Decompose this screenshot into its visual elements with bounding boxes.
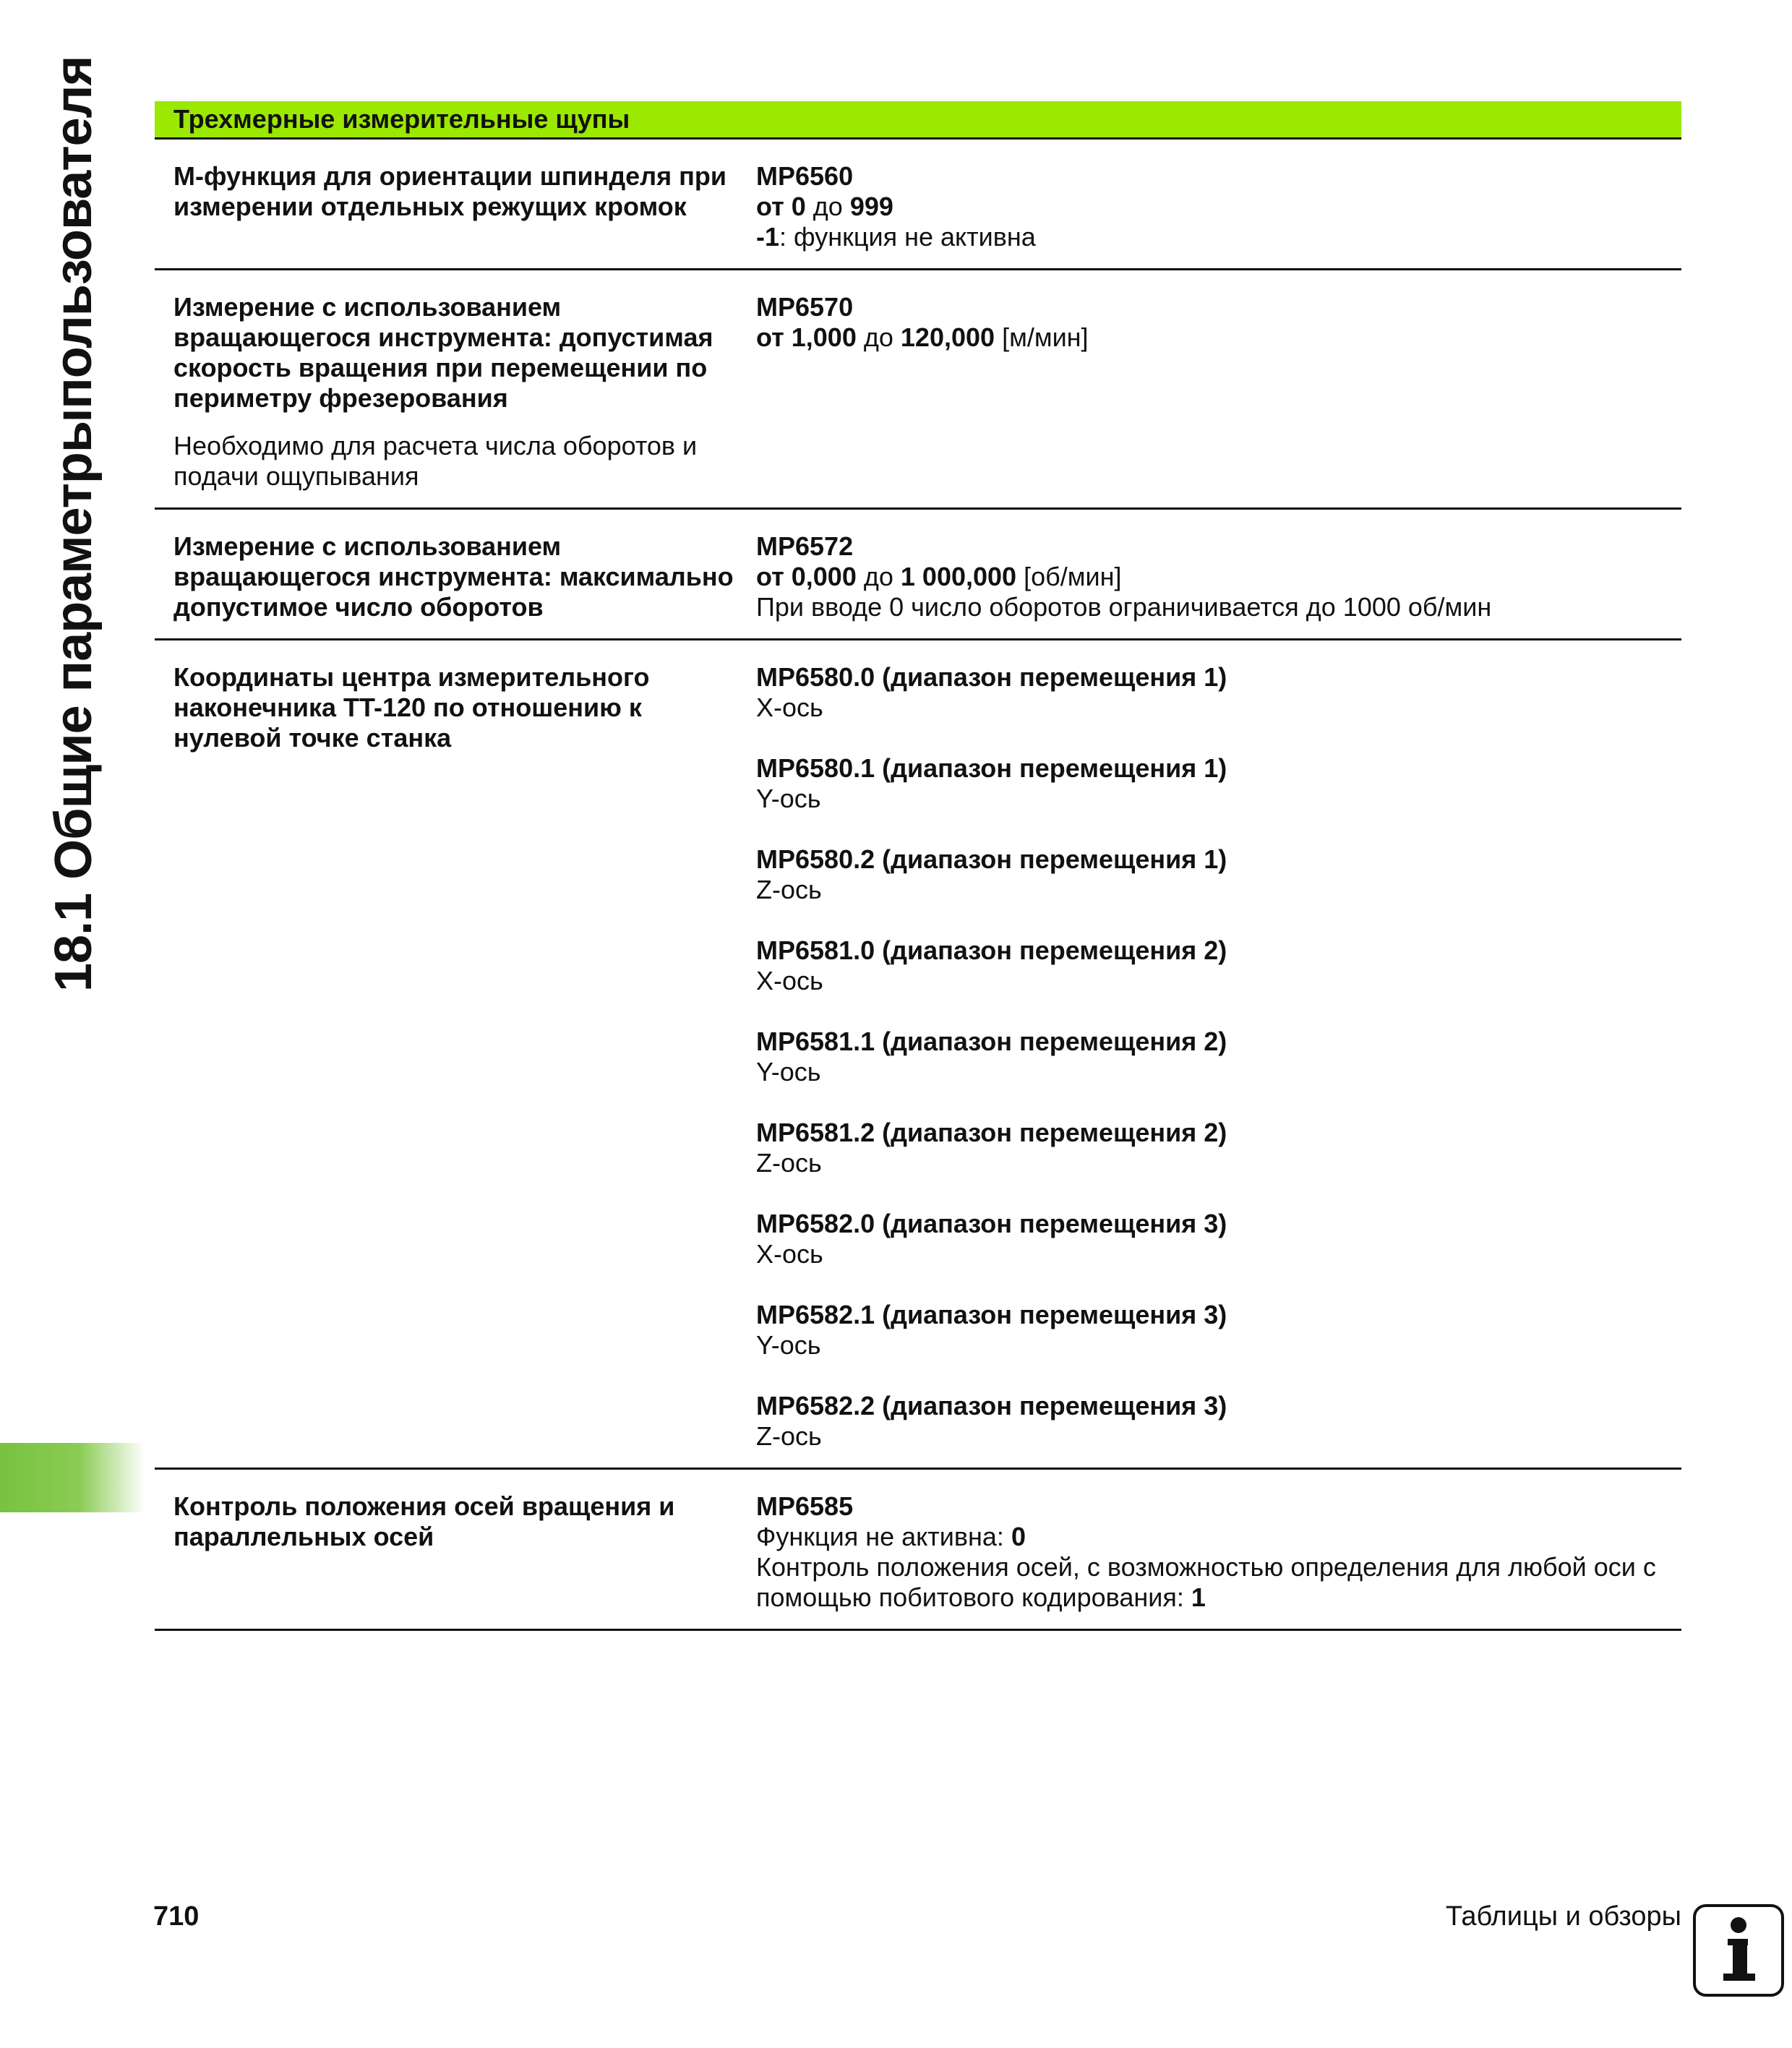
param-group [756, 662, 1681, 723]
param-axis: X-ось [756, 693, 823, 722]
row-value [756, 531, 1681, 622]
param-id: MP6582.2 (диапазон перемещения 3) [756, 1391, 1227, 1421]
param-range [756, 192, 1681, 222]
range-from: 0,000 [791, 562, 857, 591]
param-group [756, 844, 1681, 905]
param-range [756, 322, 1681, 353]
chapter-tab-marker [0, 1443, 145, 1512]
row-value [756, 161, 1681, 252]
param-range [756, 562, 1681, 592]
param-line-text: Контроль положения осей, с возможностью определения для любой оси с помощью побитового кодирования: [756, 1552, 1656, 1612]
range-from-word: от [756, 562, 784, 591]
row-label: Измерение с использованием вращающегося инструмента: максимально допустимое число оборотов [173, 531, 734, 622]
param-id: MP6582.0 (диапазон перемещения 3) [756, 1209, 1227, 1238]
off-text: : функция не активна [779, 222, 1036, 252]
info-glyph [1696, 1907, 1781, 1994]
range-unit: [м/мин] [1002, 322, 1089, 352]
range-to-word: до [863, 322, 893, 352]
row-description [155, 531, 756, 622]
row-value [756, 662, 1681, 1452]
range-from-word: от [756, 192, 784, 221]
range-to: 1 000,000 [900, 562, 1017, 591]
param-axis: Z-ось [756, 875, 822, 904]
param-group [756, 1209, 1681, 1269]
table-row [155, 640, 1681, 1470]
param-axis: Y-ось [756, 1330, 821, 1360]
table-row [155, 270, 1681, 510]
param-line [756, 1552, 1681, 1613]
param-axis: X-ось [756, 1239, 823, 1269]
param-group [756, 1118, 1681, 1178]
param-axis: Z-ось [756, 1148, 822, 1178]
param-id: MP6570 [756, 292, 854, 322]
row-note: Необходимо для расчета числа оборотов и подачи ощупывания [173, 431, 698, 491]
table-row [155, 140, 1681, 270]
param-id: MP6581.0 (диапазон перемещения 2) [756, 935, 1227, 965]
param-id: MP6581.2 (диапазон перемещения 2) [756, 1118, 1227, 1147]
range-to-word: до [813, 192, 843, 221]
param-group [756, 1391, 1681, 1452]
parameter-table [155, 101, 1681, 1631]
param-id: MP6581.1 (диапазон перемещения 2) [756, 1027, 1227, 1056]
table-row [155, 510, 1681, 640]
page-number: 710 [153, 1901, 200, 1932]
param-id: MP6585 [756, 1491, 854, 1521]
row-value [756, 292, 1681, 492]
range-from: 0 [791, 192, 806, 221]
param-axis: Z-ось [756, 1421, 822, 1451]
param-id: MP6580.2 (диапазон перемещения 1) [756, 844, 1227, 874]
param-group [756, 935, 1681, 996]
row-label: Контроль положения осей вращения и параллельных осей [173, 1491, 675, 1551]
param-line-value: 0 [1011, 1522, 1026, 1551]
param-off-value [756, 222, 1681, 252]
param-group [756, 1300, 1681, 1361]
param-id: MP6572 [756, 531, 854, 561]
range-to: 120,000 [900, 322, 995, 352]
param-line-text: Функция не активна: [756, 1522, 1011, 1551]
param-axis: Y-ось [756, 784, 821, 813]
row-label: Координаты центра измерительного наконечника TT-120 по отношению к нулевой точке станка [173, 662, 650, 753]
info-icon [1693, 1904, 1784, 1997]
range-to: 999 [849, 192, 893, 221]
param-axis: Y-ось [756, 1057, 821, 1087]
off-value: -1 [756, 222, 780, 252]
range-from: 1,000 [791, 322, 857, 352]
row-description [155, 161, 756, 252]
param-axis: X-ось [756, 966, 823, 995]
range-unit: [об/мин] [1024, 562, 1122, 591]
row-description [155, 292, 756, 492]
range-to-word: до [863, 562, 893, 591]
range-from-word: от [756, 322, 784, 352]
chapter-side-title: 18.1 Общие параметрыпользователя [45, 56, 103, 992]
param-note: При вводе 0 число оборотов ограничивается до 1000 об/мин [756, 592, 1492, 622]
param-id: MP6580.0 (диапазон перемещения 1) [756, 662, 1227, 692]
footer-section-title: Таблицы и обзоры [1445, 1901, 1681, 1932]
param-id: MP6560 [756, 161, 854, 191]
param-group [756, 1027, 1681, 1087]
param-group [756, 753, 1681, 814]
row-description [155, 662, 756, 1452]
row-value [756, 1491, 1681, 1613]
row-label: Измерение с использованием вращающегося инструмента: допустимая скорость вращения при перемещении по периметру фрезерования [173, 292, 713, 413]
param-line-value: 1 [1191, 1582, 1206, 1612]
param-line [756, 1522, 1681, 1552]
param-id: MP6580.1 (диапазон перемещения 1) [756, 753, 1227, 783]
row-label: М-функция для ориентации шпинделя при измерении отдельных режущих кромок [173, 161, 726, 221]
table-header: Трехмерные измерительные щупы [155, 101, 1681, 140]
param-id: MP6582.1 (диапазон перемещения 3) [756, 1300, 1227, 1329]
row-description [155, 1491, 756, 1613]
table-row [155, 1470, 1681, 1631]
